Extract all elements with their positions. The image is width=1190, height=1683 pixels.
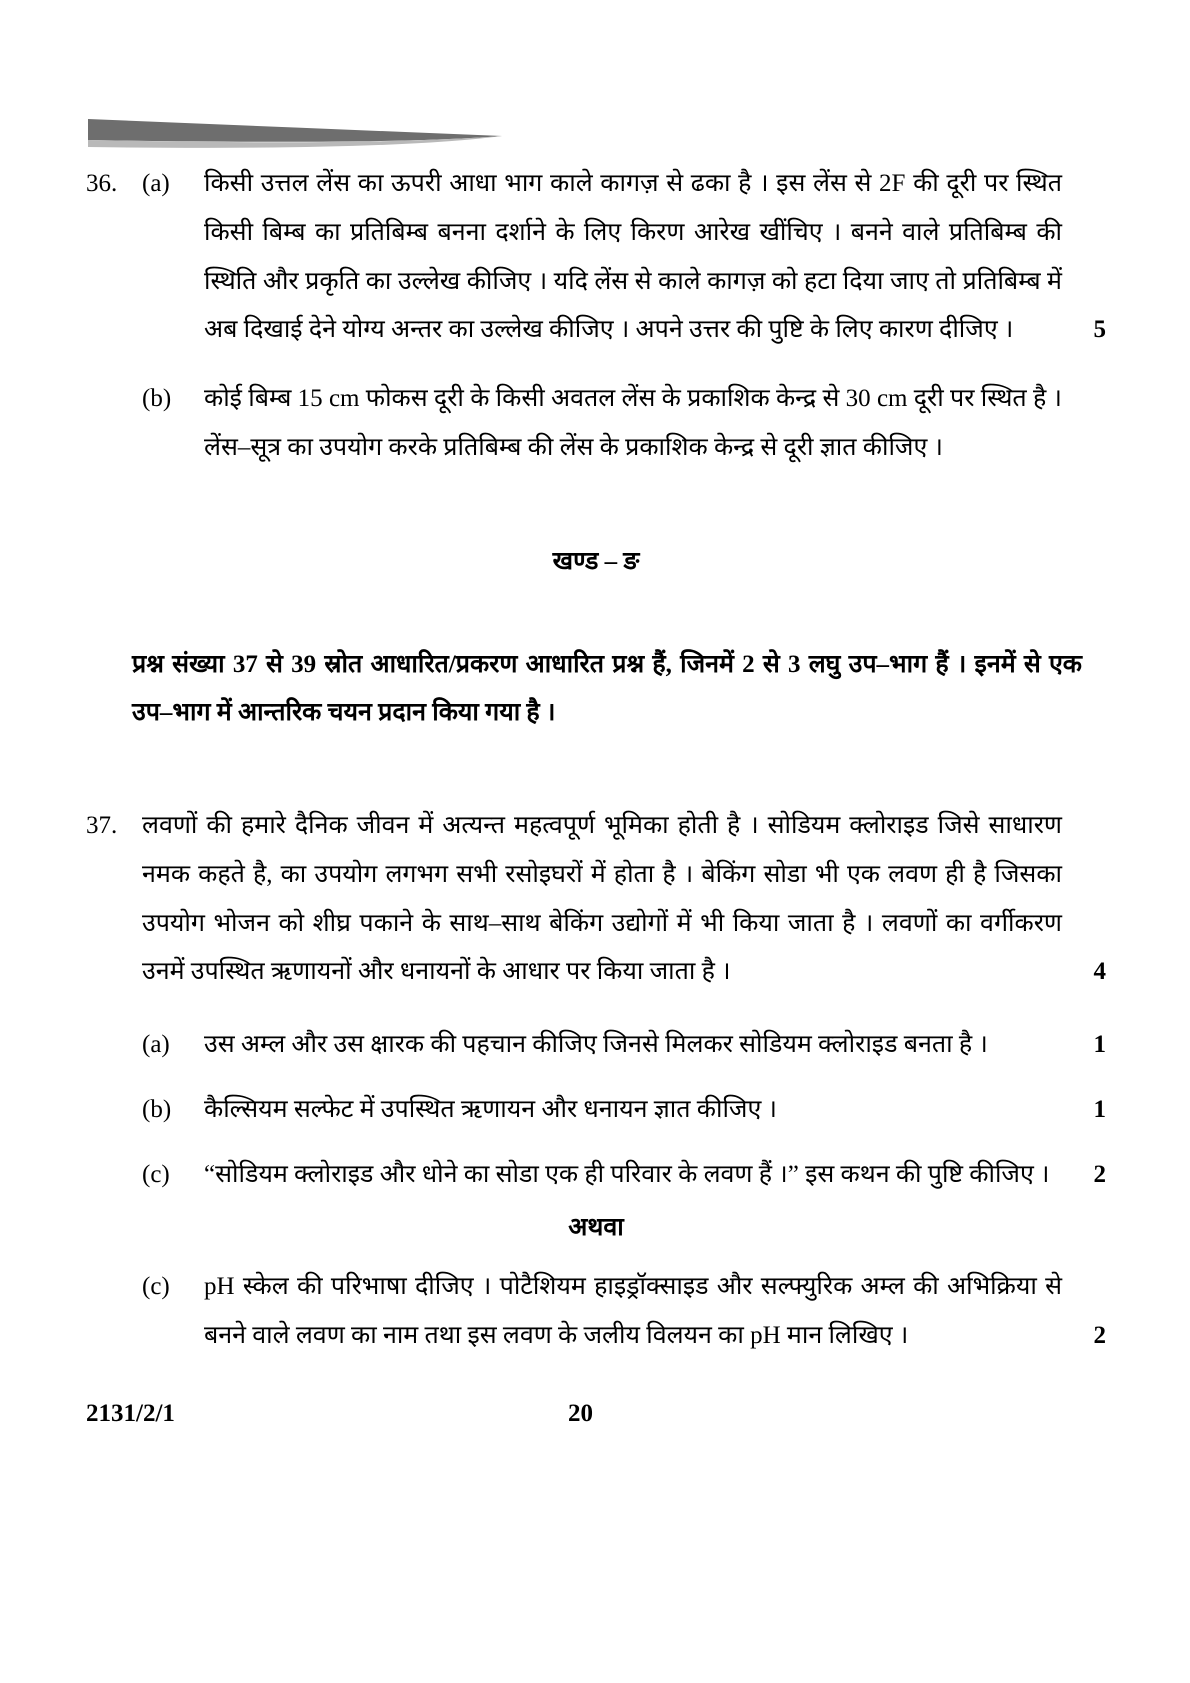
question-37a-text: उस अम्ल और उस क्षारक की पहचान कीजिए जिनसे मिलकर सोडियम क्लोराइड बनता है । <box>204 1031 988 1058</box>
question-37-part-b <box>86 1086 1106 1135</box>
spacer <box>86 1199 1106 1209</box>
paper-code: 2131/2/1 <box>86 1400 175 1427</box>
question-37c-text: “सोडियम क्लोराइड और धोने का सोडा एक ही परिवार के लवण हैं ।” इस कथन की पुष्टि कीजिए । <box>204 1160 1050 1188</box>
page-footer <box>86 1400 1106 1428</box>
question-number-37: 37. <box>86 812 118 839</box>
part-label-b: (b) <box>142 385 172 412</box>
section-instruction: प्रश्न संख्या 37 से 39 स्रोत आधारित/प्रकरण आधारित प्रश्न हैं, जिनमें 2 से 3 लघु उप–भाग हैं । इनमें से एक उप–भाग में आन्तरिक चयन प्रदान किया गया है । <box>132 650 1082 727</box>
marks-36a: 5 <box>1093 316 1106 344</box>
or-separator: अथवा <box>568 1214 624 1242</box>
part-label-a: (a) <box>142 170 170 197</box>
part-label-37c: (c) <box>142 1160 170 1188</box>
question-36-part-b <box>86 375 1106 473</box>
spacer <box>86 1070 1106 1086</box>
marks-37-stem: 4 <box>1093 958 1106 986</box>
spacer <box>86 473 1106 543</box>
section-heading: खण्ड – ङ <box>552 547 640 575</box>
part-label-37c-alt: (c) <box>142 1273 170 1301</box>
spacer <box>86 1243 1106 1263</box>
spacer <box>86 997 1106 1021</box>
spacer <box>86 738 1106 802</box>
marks-37a: 1 <box>1093 1031 1106 1058</box>
question-number-36: 36. <box>86 170 118 197</box>
spacer <box>86 1135 1106 1151</box>
page-content <box>86 160 1106 1361</box>
question-36-part-a <box>86 160 1106 355</box>
spacer <box>86 577 1106 641</box>
spacer <box>86 355 1106 375</box>
marks-37c-alt: 2 <box>1093 1322 1106 1349</box>
question-37c-alt-text: pH स्केल की परिभाषा दीजिए । पोटैशियम हाइड्रॉक्साइड और सल्फ्युरिक अम्ल की अभिक्रिया से बनने वाले लवण का नाम तथा इस लवण के जलीय विलयन का pH मान लिखिए । <box>204 1273 1062 1349</box>
question-36a-text: किसी उत्तल लेंस का ऊपरी आधा भाग काले कागज़ से ढका है । इस लेंस से 2F की दूरी पर स्थित किसी बिम्ब का प्रतिबिम्ब बनना दर्शाने के लिए किरण आरेख खींचिए । बनने वाले प्रतिबिम्ब की स्थिति और प्रकृति का उल्लेख कीजिए । यदि लेंस से काले कागज़ को हटा दिया जाए तो प्रतिबिम्ब में अब दिखाई देने योग्य अन्तर का उल्लेख कीजिए । अपने उत्तर की पुष्टि के लिए कारण दीजिए । <box>204 170 1062 344</box>
page-number: 20 <box>567 1400 593 1427</box>
question-37-stem-text: लवणों की हमारे दैनिक जीवन में अत्यन्त महत्वपूर्ण भूमिका होती है । सोडियम क्लोराइड जिसे साधारण नमक कहते है, का उपयोग लगभग सभी रसोइघरों में होता है । बेकिंग सोडा भी एक लवण ही है जिसका उपयोग भोजन को शीघ्र पकाने के साथ–साथ बेकिंग उद्योगों में भी किया जाता है । लवणों का वर्गीकरण उनमें उपस्थित ऋणायनों और धनायनों के आधार पर किया जाता है । <box>142 812 1062 986</box>
part-label-37b: (b) <box>142 1095 172 1123</box>
marks-37c: 2 <box>1093 1160 1106 1188</box>
question-36b-text: कोई बिम्ब 15 cm फोकस दूरी के किसी अवतल लेंस के प्रकाशिक केन्द्र से 30 cm दूरी पर स्थित है । लेंस–सूत्र का उपयोग करके प्रतिबिम्ब की लेंस के प्रकाशिक केन्द्र से दूरी ज्ञात कीजिए । <box>204 385 1062 461</box>
part-label-37a: (a) <box>142 1031 170 1058</box>
question-37-stem <box>86 802 1106 997</box>
marks-37b: 1 <box>1093 1095 1106 1123</box>
question-37-alternate-part-c <box>86 1263 1106 1361</box>
question-37-part-a <box>86 1021 1106 1070</box>
question-37b-text: कैल्सियम सल्फेट में उपस्थित ऋणायन और धनायन ज्ञात कीजिए । <box>204 1095 778 1123</box>
scan-artifact-swoosh <box>88 118 508 154</box>
question-37-part-c <box>86 1151 1106 1200</box>
